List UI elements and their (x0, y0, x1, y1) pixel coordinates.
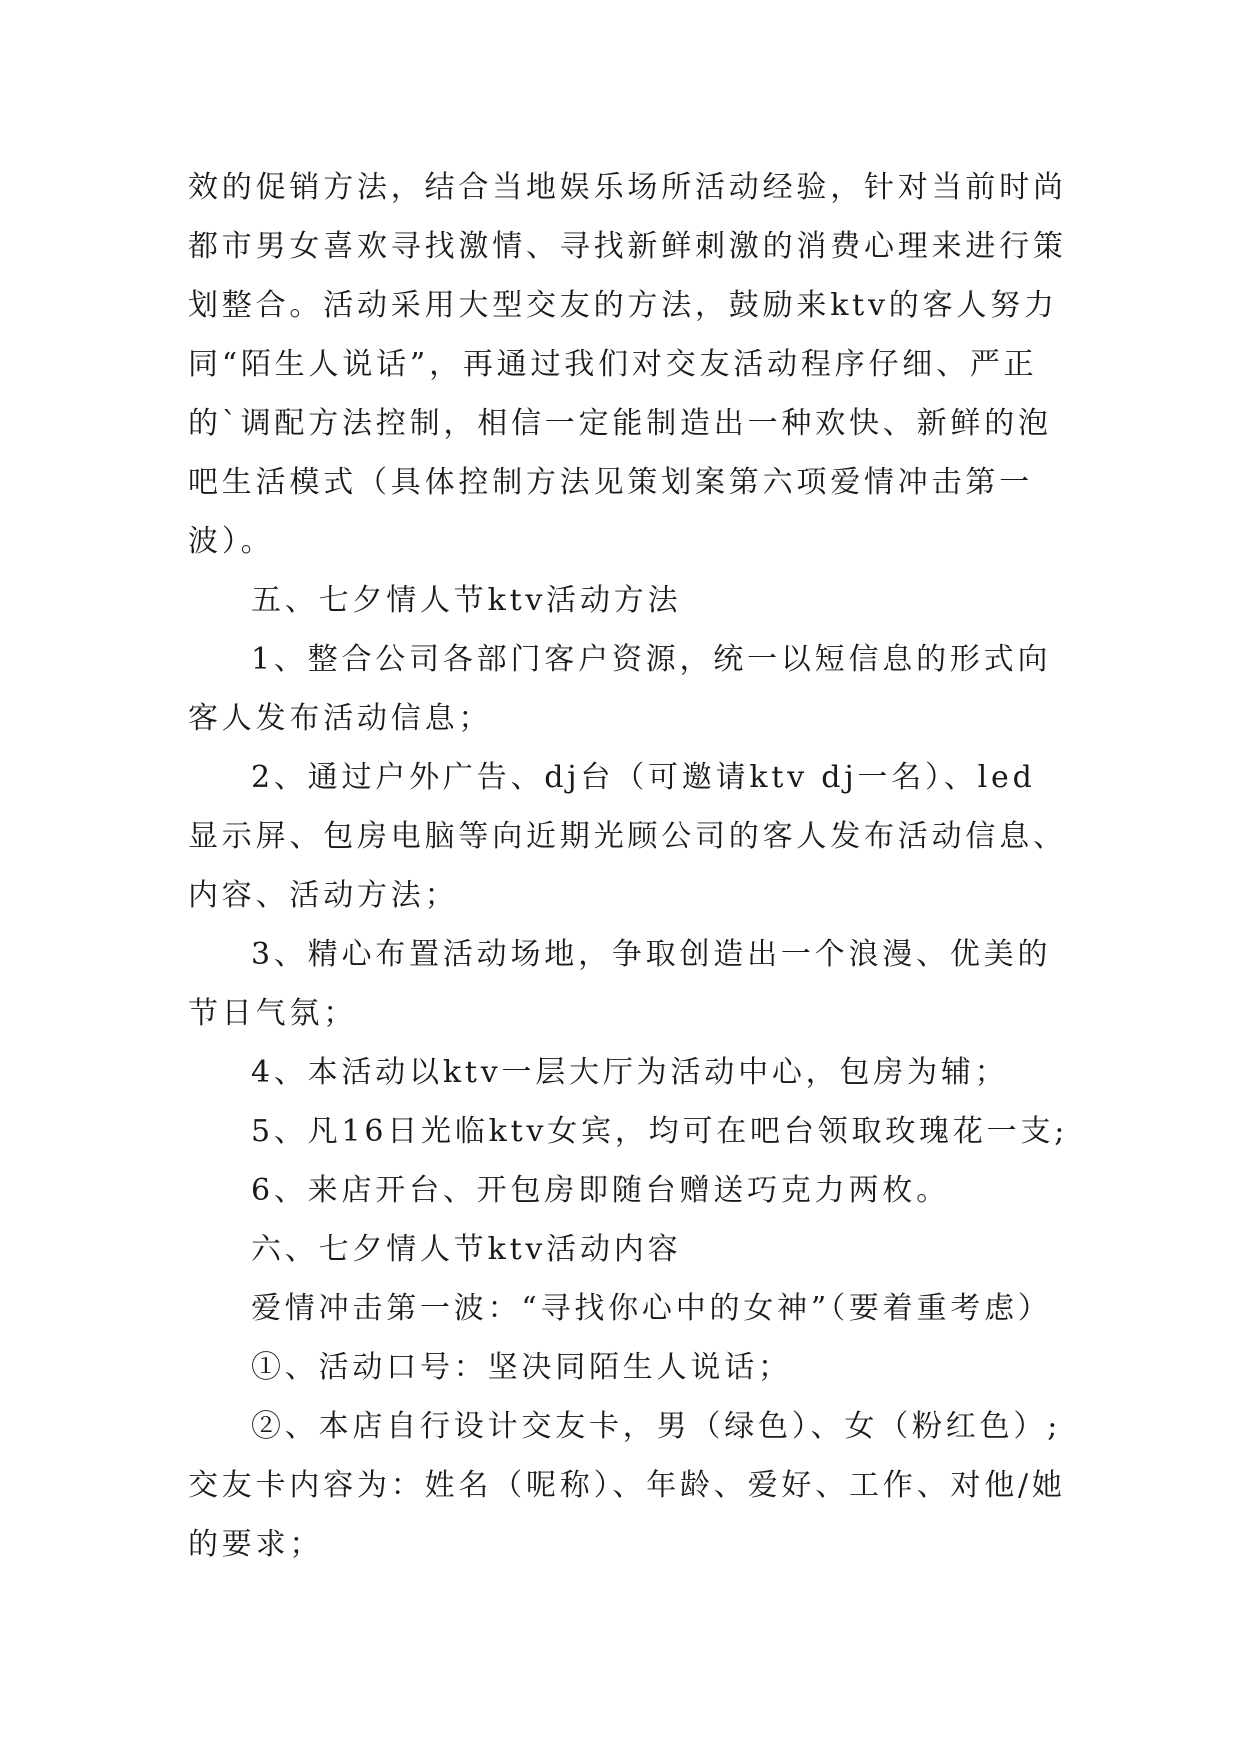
text-line: 显示屏、包房电脑等向近期光顾公司的客人发布活动信息、 (188, 819, 1067, 854)
text-line: 爱情冲击第一波：“寻找你心中的女神”（要着重考虑） (251, 1291, 1052, 1326)
text-line: 六、七夕情人节ktv活动内容 (251, 1232, 682, 1267)
text-line: 3、精心布置活动场地，争取创造出一个浪漫、优美的 (251, 937, 1052, 972)
text-line: 2、通过户外广告、dj台（可邀请ktv dj一名）、led (251, 760, 1036, 795)
text-line: 效的促销方法，结合当地娱乐场所活动经验，针对当前时尚 (188, 170, 1067, 205)
text-line: 吧生活模式（具体控制方法见策划案第六项爱情冲击第一 (188, 465, 1033, 500)
text-line: ②、本店自行设计交友卡，男（绿色）、女（粉红色）; (251, 1409, 1062, 1444)
text-line: 6、来店开台、开包房即随台赠送巧克力两枚。 (251, 1173, 950, 1208)
text-line: 1、整合公司各部门客户资源，统一以短信息的形式向 (251, 642, 1052, 677)
text-line: 都市男女喜欢寻找激情、寻找新鲜刺激的消费心理来进行策 (188, 229, 1067, 264)
text-line: 交友卡内容为：姓名（呢称）、年龄、爱好、工作、对他/她 (188, 1468, 1066, 1503)
text-line: 同“陌生人说话”，再通过我们对交友活动程序仔细、严正 (188, 347, 1038, 382)
text-line: 波）。 (188, 524, 275, 559)
text-line: ①、活动口号：坚决同陌生人说话； (251, 1350, 792, 1385)
document-body (188, 158, 1068, 1574)
text-line: 4、本活动以ktv一层大厅为活动中心，包房为辅； (251, 1055, 1009, 1090)
text-line: 的要求； (188, 1527, 324, 1562)
text-line: 节日气氛； (188, 996, 357, 1031)
text-line: 客人发布活动信息； (188, 701, 493, 736)
text-line: 5、凡16日光临ktv女宾，均可在吧台领取玫瑰花一支; (251, 1114, 1069, 1149)
text-line: 的`调配方法控制，相信一定能制造出一种欢快、新鲜的泡 (188, 406, 1052, 441)
text-line: 划整合。活动采用大型交友的方法，鼓励来ktv的客人努力 (188, 288, 1058, 323)
text-line: 内容、活动方法； (188, 878, 459, 913)
text-line: 五、七夕情人节ktv活动方法 (251, 583, 682, 618)
